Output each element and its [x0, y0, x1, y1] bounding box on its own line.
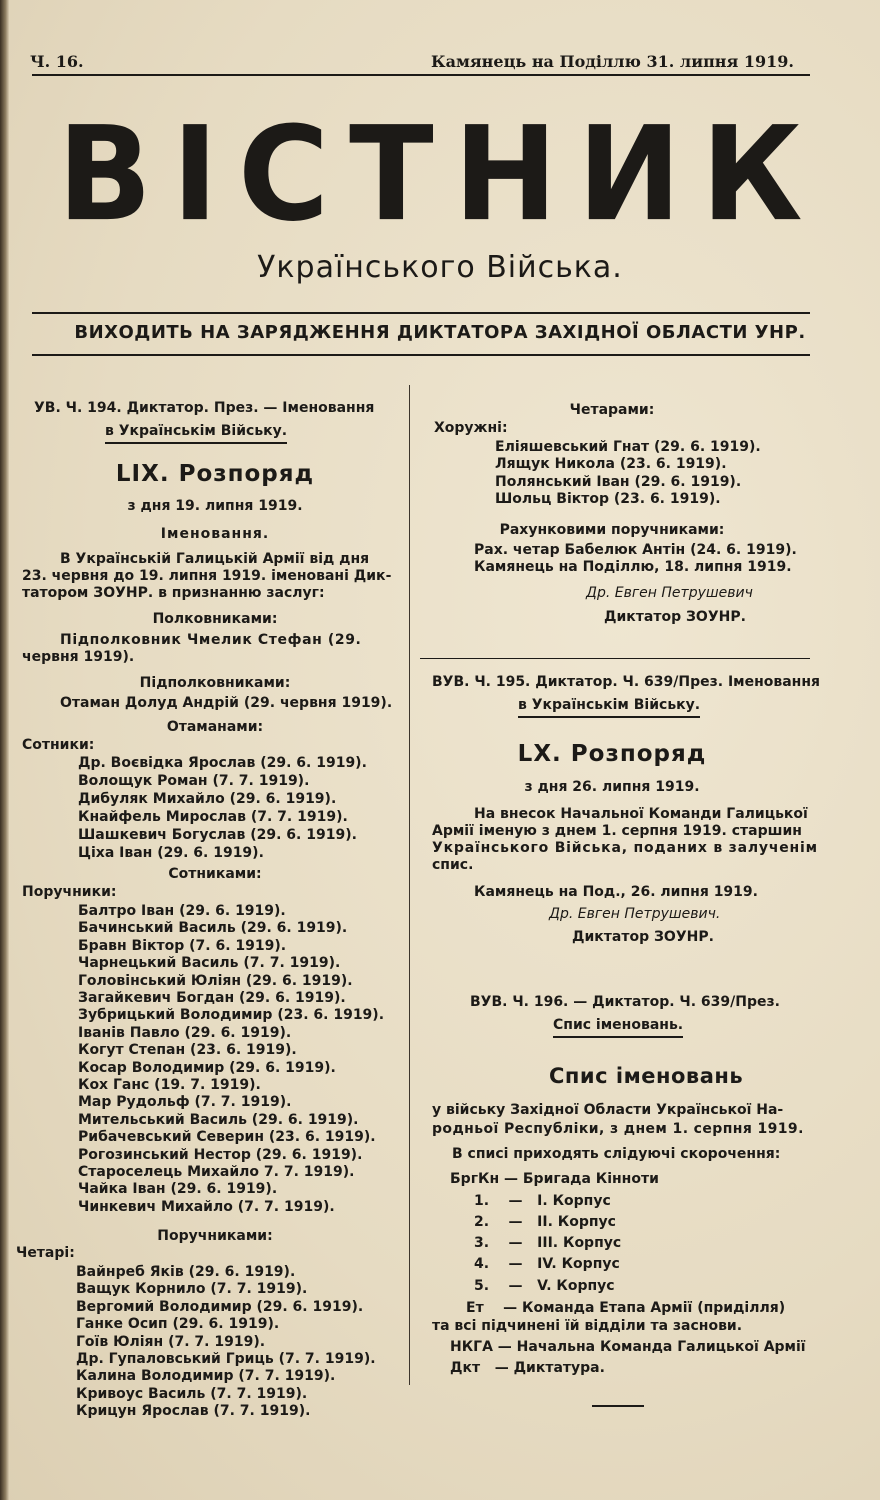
order-196-heading: ВУВ. Ч. 196. — Диктатор. Ч. 639/През.	[470, 994, 780, 1010]
issue-number: Ч. 16.	[30, 52, 84, 71]
intro-line: татором ЗОУНР. в признанню заслуг:	[22, 585, 325, 601]
appointment-line: Ганке Осип (29. 6. 1919).	[76, 1316, 280, 1333]
appointment-line: Кнайфель Мирослав (7. 7. 1919).	[78, 809, 348, 825]
signature-title: Диктатор ЗОУНР.	[572, 929, 714, 945]
masthead-title: ВІСТНИК	[57, 99, 823, 251]
appointment-line: Чинкевич Михайло (7. 7. 1919).	[78, 1198, 335, 1215]
order-194-heading: УВ. Ч. 194. Диктатор. През. — Іменовання	[34, 400, 375, 416]
abbreviation-line: 5. — V. Корпус	[474, 1278, 615, 1294]
signature-name: Др. Евген Петрушевич.	[549, 906, 721, 922]
masthead-subtitle: Українського Війська.	[257, 250, 623, 285]
appointment-line: Чайка Іван (29. 6. 1919).	[78, 1181, 278, 1198]
appointment-line: Головінський Юліян (29. 6. 1919).	[78, 972, 353, 989]
banner-rule-bottom	[32, 354, 810, 356]
order-196-subheading: Спис іменовань.	[553, 1017, 683, 1038]
abbreviation-line: 2. — II. Корпус	[474, 1214, 616, 1230]
appointment-line: Калина Володимир (7. 7. 1919).	[76, 1368, 336, 1385]
rank-heading: Полковниками:	[152, 611, 278, 627]
rank-heading: Четарами:	[569, 402, 655, 418]
list-title: Спис іменовань	[549, 1064, 744, 1088]
appointment-line: Бравн Віктор (7. 6. 1919).	[78, 937, 287, 954]
rank-heading: Рахунковими поручниками:	[499, 522, 725, 538]
abbreviation-line: 4. — IV. Корпус	[474, 1256, 620, 1272]
abbreviation-line: та всі підчинені їй відділи та заснови.	[432, 1318, 743, 1334]
list-intro: родньої Республіки, з днем 1. серпня 1919.	[432, 1121, 804, 1137]
appointment-line: Зубрицький Володимир (23. 6. 1919).	[78, 1007, 385, 1024]
signature-name: Др. Евген Петрушевич	[586, 585, 753, 601]
appointment-line: Полянський Іван (29. 6. 1919).	[495, 473, 742, 490]
appointment-line: Ціха Іван (29. 6. 1919).	[78, 845, 264, 861]
order-195-heading: ВУВ. Ч. 195. Диктатор. Ч. 639/През. Іменовання	[432, 674, 821, 690]
order-60-date: з дня 26. липня 1919.	[524, 779, 700, 795]
appointment-line: Балтро Іван (29. 6. 1919).	[78, 903, 286, 919]
appointment-line: Бачинський Василь (29. 6. 1919).	[78, 920, 348, 937]
order-195-subheading: в Українськім Війську.	[518, 697, 700, 718]
appointment-line: Шашкевич Богуслав (29. 6. 1919).	[78, 827, 357, 843]
order-60-line: Українського Війська, поданих в залученім	[432, 840, 818, 856]
signature-title: Диктатор ЗОУНР.	[604, 609, 746, 625]
appointment-line: Др. Гупаловський Гриць (7. 7. 1919).	[76, 1351, 376, 1367]
masthead-banner: ВИХОДИТЬ НА ЗАРЯДЖЕННЯ ДИКТАТОРА ЗАХІДНОЇ ОБЛАСТИ УНР.	[74, 322, 806, 343]
rank-heading: Сотниками:	[168, 866, 262, 882]
appointment-line: Ващук Корнило (7. 7. 1919).	[76, 1281, 308, 1298]
appointment-line: Шольц Віктор (23. 6. 1919).	[495, 491, 721, 508]
appointment-line: Еліяшевський Гнат (29. 6. 1919).	[495, 439, 761, 455]
place-date-line: Камянець на Под., 26. липня 1919.	[474, 884, 758, 900]
appointment-line: Мар Рудольф (7. 7. 1919).	[78, 1094, 292, 1111]
appointment-line: Рогозинський Нестор (29. 6. 1919).	[78, 1146, 363, 1163]
abbreviation-line: БргКн — Бригада Кінноти	[450, 1171, 659, 1187]
rank-heading: Отаманами:	[166, 719, 264, 735]
order-59-date: з дня 19. липня 1919.	[127, 498, 303, 514]
closing-rule	[592, 1405, 644, 1407]
order-60-title: LX. Розпоряд	[517, 741, 707, 767]
list-intro: В списі приходять слідуючі скорочення:	[452, 1146, 781, 1162]
intro-line: 23. червня до 19. липня 1919. іменовані Дик-	[22, 568, 392, 584]
abbreviation-line: Ет — Команда Етапа Армії (приділля)	[466, 1300, 786, 1316]
appointment-line: Лящук Никола (23. 6. 1919).	[495, 456, 727, 473]
group-label: Сотники:	[22, 737, 95, 753]
place-date: Камянець на Поділлю 31. липня 1919.	[431, 52, 794, 71]
order-59-title: LIX. Розпоряд	[115, 461, 315, 487]
appointment-line: Кох Ганс (19. 7. 1919).	[78, 1077, 261, 1093]
header-rule	[32, 74, 810, 76]
appointment-line: Вергомий Володимир (29. 6. 1919).	[76, 1298, 364, 1315]
appointment-line: Косар Володимир (29. 6. 1919).	[78, 1059, 336, 1076]
order-60-line: На внесок Начальної Команди Галицької	[474, 806, 808, 822]
section-title: Іменовання.	[160, 526, 270, 542]
appointment-line: Іванів Павло (29. 6. 1919).	[78, 1024, 292, 1041]
order-194-subheading: в Українськім Війську.	[105, 423, 287, 444]
appointment-line: Кривоус Василь (7. 7. 1919).	[76, 1385, 308, 1402]
appointment-line: Рах. четар Бабелюк Антін (24. 6. 1919).	[474, 542, 797, 558]
place-date-line: Камянець на Поділлю, 18. липня 1919.	[474, 559, 792, 575]
appointment-line: Староселець Михайло 7. 7. 1919).	[78, 1164, 355, 1180]
section-rule	[420, 658, 810, 659]
appointment-line: Крицун Ярослав (7. 7. 1919).	[76, 1403, 311, 1420]
abbreviation-line: 1. — I. Корпус	[474, 1193, 611, 1209]
appointment-line: Чарнецький Василь (7. 7. 1919).	[78, 955, 341, 972]
order-60-line: Армії іменую з днем 1. серпня 1919. старшин	[432, 823, 802, 839]
appointment-line: Загайкевич Богдан (29. 6. 1919).	[78, 990, 346, 1006]
rank-heading: Поручниками:	[157, 1228, 273, 1244]
appointment-line: Рибачевський Северин (23. 6. 1919).	[78, 1129, 376, 1146]
appointment-line: Дибуляк Михайло (29. 6. 1919).	[78, 791, 337, 807]
intro-line: В Українській Галицькій Армії від дня	[60, 551, 370, 567]
appointment-line: Волощук Роман (7. 7. 1919).	[78, 773, 310, 789]
group-label: Четарі:	[16, 1245, 75, 1261]
banner-rule-top	[32, 312, 810, 314]
appointment-line: Др. Воєвідка Ярослав (29. 6. 1919).	[78, 755, 367, 771]
list-intro: у війську Західної Области Української На-	[432, 1102, 784, 1118]
appointment-line: Отаман Долуд Андрій (29. червня 1919).	[60, 695, 393, 711]
abbreviation-line: 3. — III. Корпус	[474, 1235, 622, 1251]
order-60-line: спис.	[432, 857, 474, 873]
appointment-line: Вайнреб Яків (29. 6. 1919).	[76, 1264, 296, 1280]
rank-heading: Підполковниками:	[139, 675, 291, 691]
appointment-line: Когут Степан (23. 6. 1919).	[78, 1042, 297, 1059]
appointment-line: Мительський Василь (29. 6. 1919).	[78, 1111, 359, 1128]
abbreviation-line: Дкт — Диктатура.	[450, 1360, 605, 1376]
appointment-line: Гоїв Юліян (7. 7. 1919).	[76, 1333, 266, 1350]
appointment-line: Підполковник Чмелик Стефан (29.	[60, 632, 362, 648]
group-label: Поручники:	[22, 884, 117, 900]
group-label: Хоружні:	[434, 420, 508, 436]
appointment-line: червня 1919).	[22, 649, 135, 665]
abbreviation-line: НКГА — Начальна Команда Галицької Армії	[450, 1339, 806, 1355]
